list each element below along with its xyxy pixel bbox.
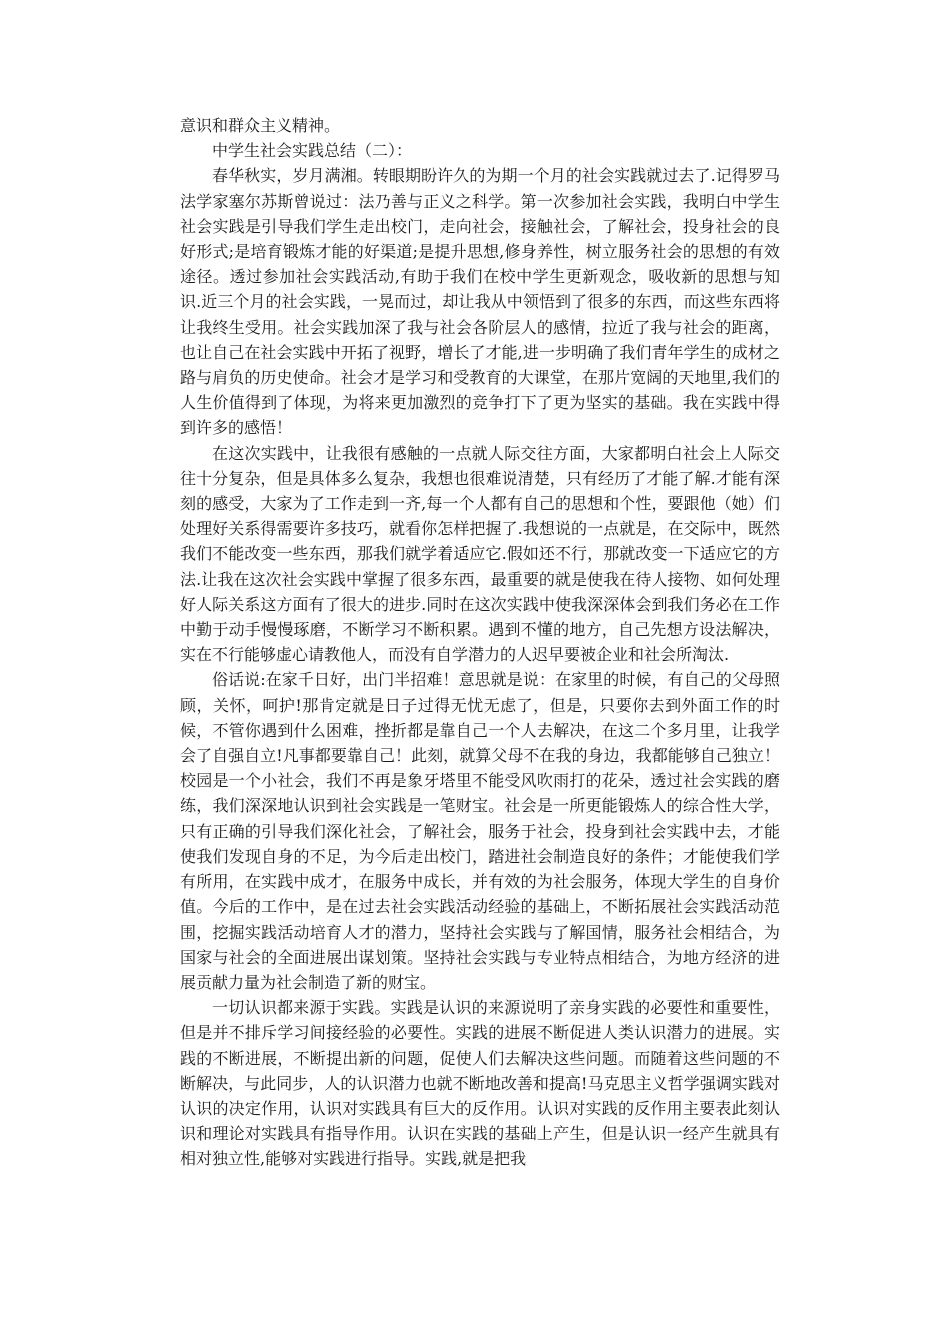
- paragraph: 在这次实践中，让我很有感触的一点就人际交往方面，大家都明白社会上人际交往十分复杂，但是具体多么复杂，我想也很难说清楚，只有经历了才能了解.才能有深刻的感受，大家为了工作走到一齐,每一个人都有自己的思想和个性，要跟他（她）们处理好关系得需要许多技巧，就看你怎样把握了.我想说的一点就是，在交际中，既然我们不能改变一些东西，那我们就学着适应它.假如还不行，那就改变一下适应它的方法.让我在这次社会实践中掌握了很多东西，最重要的就是使我在待人接物、如何处理好人际关系这方面有了很大的进步.同时在这次实践中使我深深体会到我们务必在工作中勤于动手慢慢琢磨，不断学习不断积累。遇到不懂的地方，自己先想方设法解决，实在不行能够虚心请教他人，而没有自学潜力的人迟早要被企业和社会所淘汰.: [180, 443, 780, 665]
- paragraph: 俗话说:在家千日好，出门半招难！意思就是说：在家里的时候，有自己的父母照顾，关怀，呵护!那肯定就是日子过得无忧无虑了，但是，只要你去到外面工作的时候，不管你遇到什么困难，挫折都是靠自己一个人去解决，在这二个多月里，让我学会了自强自立!凡事都要靠自己！此刻，就算父母不在我的身边，我都能够自己独立！校园是一个小社会，我们不再是象牙塔里不能受风吹雨打的花朵，透过社会实践的磨练，我们深深地认识到社会实践是一笔财宝。社会是一所更能锻炼人的综合性大学，只有正确的引导我们深化社会，了解社会，服务于社会，投身到社会实践中去，才能使我们发现自身的不足，为今后走出校门，踏进社会制造良好的条件；才能使我们学有所用，在实践中成才，在服务中成长，并有效的为社会服务，体现大学生的自身价值。今后的工作中，是在过去社会实践活动经验的基础上，不断拓展社会实践活动范围，挖掘实践活动培育人才的潜力，坚持社会实践与了解国情，服务社会相结合，为国家与社会的全面进展出谋划策。坚持社会实践与专业特点相结合，为地方经济的进展贡献力量为社会制造了新的财宝。: [180, 670, 780, 992]
- paragraph: 一切认识都来源于实践。实践是认识的来源说明了亲身实践的必要性和重要性，但是并不排斥学习间接经验的必要性。实践的进展不断促进人类认识潜力的进展。实践的不断进展，不断提出新的问题，促使人们去解决这些问题。而随着这些问题的不断解决，与此同步，人的认识潜力也就不断地改善和提高!马克思主义哲学强调实践对认识的决定作用，认识对实践具有巨大的反作用。认识对实践的反作用主要表此刻认识和理论对实践具有指导作用。认识在实践的基础上产生，但是认识一经产生就具有相对独立性,能够对实践进行指导。实践,就是把我: [180, 998, 780, 1169]
- paragraph: 意识和群众主义精神。: [180, 116, 341, 135]
- paragraph: 春华秋实，岁月满湘。转眼期盼许久的为期一个月的社会实践就过去了.记得罗马法学家塞尔苏斯曾说过：法乃善与正义之科学。第一次参加社会实践，我明白中学生社会实践是引导我们学生走出校门，走向社会，接触社会，了解社会，投身社会的良好形式;是培育锻炼才能的好渠道;是提升思想,修身养性，树立服务社会的思想的有效途径。透过参加社会实践活动,有助于我们在校中学生更新观念，吸收新的思想与知识.近三个月的社会实践，一晃而过，却让我从中领悟到了很多的东西，而这些东西将让我终生受用。社会实践加深了我与社会各阶层人的感情，拉近了我与社会的距离，也让自己在社会实践中开拓了视野，增长了才能,进一步明确了我们青年学生的成材之路与肩负的历史使命。社会才是学习和受教育的大课堂，在那片宽阔的天地里,我们的人生价值得到了体现，为将来更加激烈的竞争打下了更为坚实的基础。我在实践中得到许多的感悟！: [180, 166, 780, 438]
- document-body: [180, 113, 780, 1172]
- section-heading: 中学生社会实践总结（二）：: [212, 141, 413, 161]
